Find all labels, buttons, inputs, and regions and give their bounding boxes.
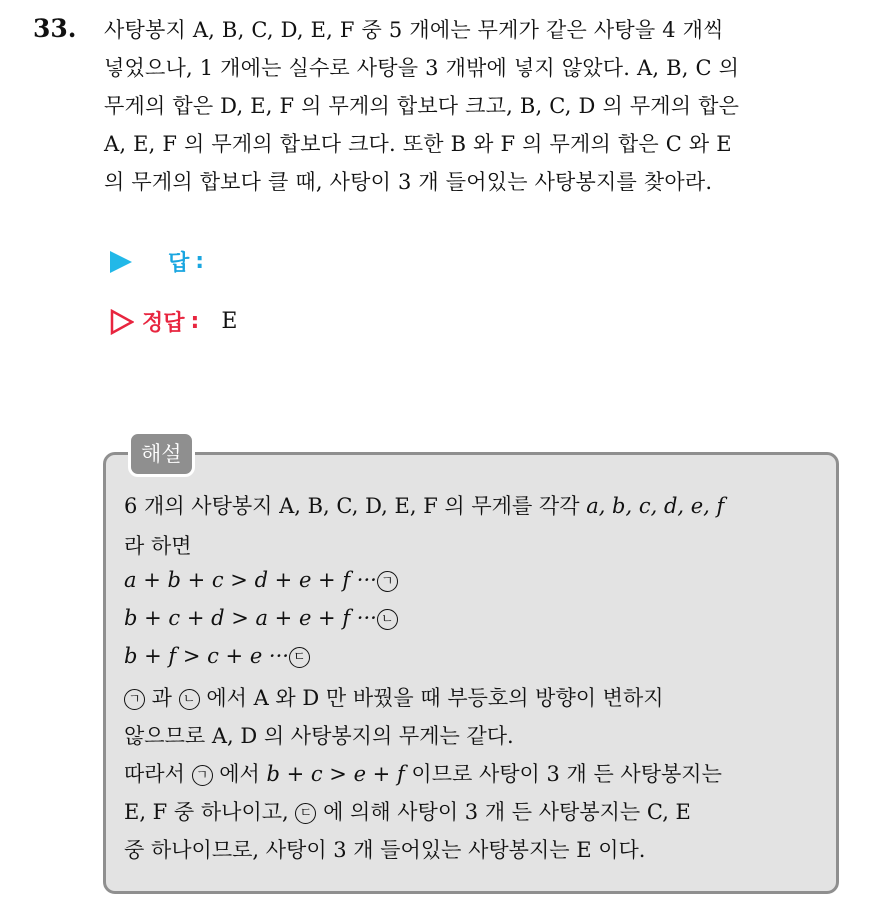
question-line-3: 무게의 합은 D, E, F 의 무게의 합보다 크고, B, C, D 의 무게의 합은 [104,94,740,118]
solution-line-1 [124,490,724,520]
solution-text: 과 [145,686,179,710]
circled-mark: ㄷ [295,803,316,824]
circled-mark: ㄴ [179,689,200,710]
solution-text: 에서 [212,762,267,786]
circled-mark: ㄱ [124,689,145,710]
question-line-1: 사탕봉지 A, B, C, D, E, F 중 5 개에는 무게가 같은 사탕을 4 개씩 [104,18,724,42]
correct-answer-row [110,306,237,337]
inequality-2 [124,606,398,630]
inequality-text: b + f > c + e ··· [124,644,289,668]
solution-text: 이므로 사탕이 3 개 든 사탕봉지는 [404,762,722,786]
solution-math: b + c > e + f [266,762,405,786]
question-line-2: 넣었으나, 1 개에는 실수로 사탕을 3 개밖에 넣지 않았다. A, B, C 의 [104,56,740,80]
inequality-3 [124,644,310,668]
solution-text: E, F 중 하나이고, [124,800,296,824]
circled-mark-1: ㄱ [377,571,398,592]
circled-mark-2: ㄴ [377,609,398,630]
answer-colon: : [195,249,205,274]
answer-row [110,246,204,277]
solution-text: 따라서 [124,762,192,786]
correct-answer-colon: : [190,309,200,334]
solution-text: 에 의해 사탕이 3 개 든 사탕봉지는 C, E [316,800,691,824]
solution-line-8 [124,758,722,788]
solution-math: a, b, c, d, e, f [586,494,725,518]
question-line-4: A, E, F 의 무게의 합보다 크다. 또한 B 와 F 의 무게의 합은 C 와 E [104,132,732,156]
answer-label: 답 [168,251,190,276]
play-triangle-icon [110,251,132,273]
solution-line-7: 않으므로 A, D 의 사탕봉지의 무게는 같다. [124,724,514,748]
solution-line-10: 중 하나이므로, 사탕이 3 개 들어있는 사탕봉지는 E 이다. [124,838,646,862]
solution-line-6 [124,682,664,712]
inequality-text: b + c + d > a + e + f ··· [124,606,377,630]
solution-text: 에서 A 와 D 만 바꿨을 때 부등호의 방향이 변하지 [199,686,664,710]
circled-mark-3: ㄷ [289,647,310,668]
question-number: 33. [33,14,77,43]
correct-answer-value: E [221,309,238,334]
solution-line-2: 라 하면 [124,534,192,558]
solution-line-9 [124,796,691,826]
inequality-text: a + b + c > d + e + f ··· [124,568,377,592]
outline-triangle-icon [110,309,134,335]
circled-mark: ㄱ [192,765,213,786]
correct-answer-label: 정답 [142,311,185,336]
solution-tag: 해설 [128,431,195,477]
question-line-5: 의 무게의 합보다 클 때, 사탕이 3 개 들어있는 사탕봉지를 찾아라. [104,170,713,194]
inequality-1 [124,568,398,592]
solution-text: 6 개의 사탕봉지 A, B, C, D, E, F 의 무게를 각각 [124,494,587,518]
